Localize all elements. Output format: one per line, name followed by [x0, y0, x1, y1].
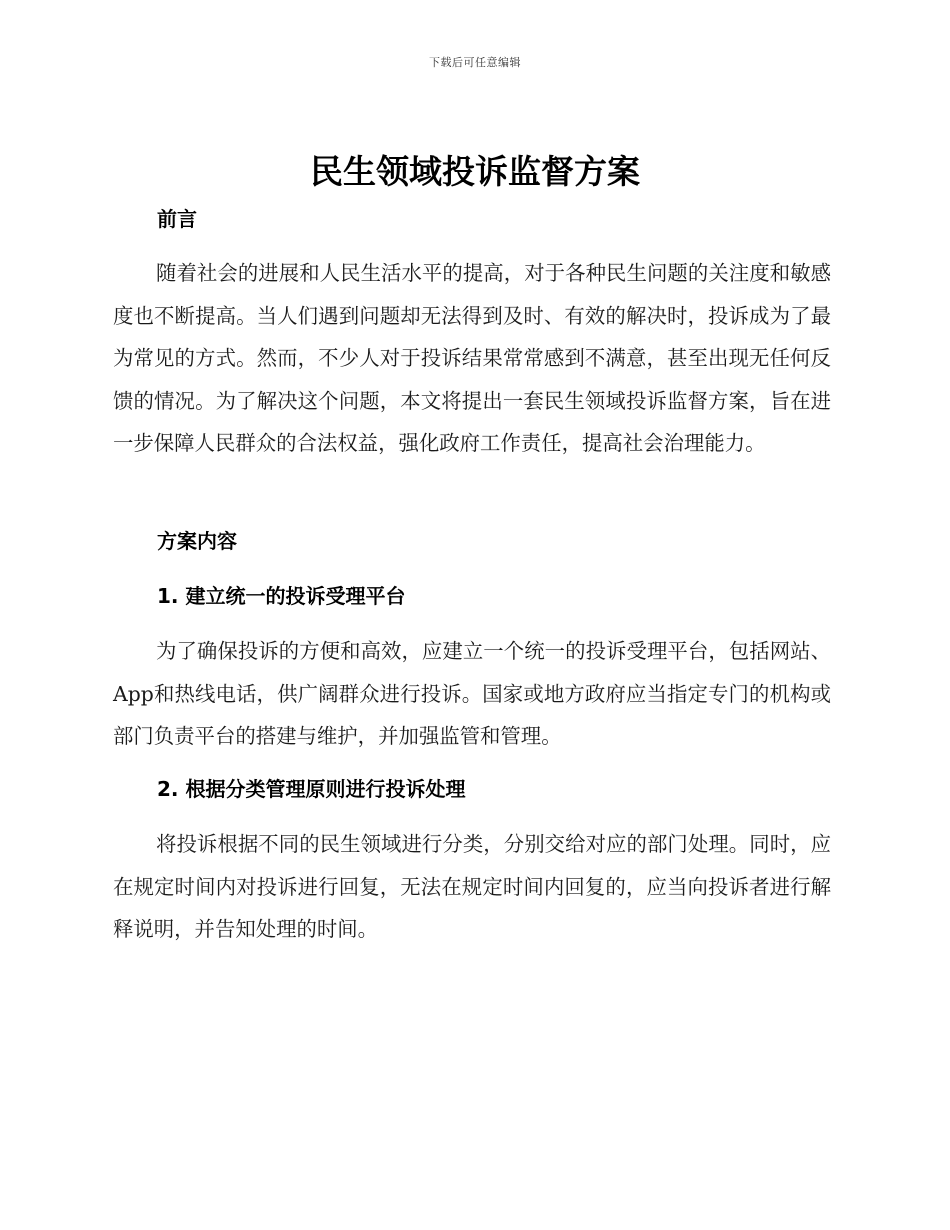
section-2-heading: 2. 根据分类管理原则进行投诉处理	[157, 777, 466, 801]
preface-paragraph: 随着社会的进展和人民生活水平的提高，对于各种民生问题的关注度和敏感度也不断提高。当人们遇到问题却无法得到及时、有效的解决时，投诉成为了最为常见的方式。然而，不少人对于投诉结果常常感到不满意，甚至出现无任何反馈的情况。为了解决这个问题，本文将提出一套民生领域投诉监督方案，旨在进一步保障人民群众的合法权益，强化政府工作责任，提高社会治理能力。	[113, 261, 831, 456]
section-2-paragraph: 将投诉根据不同的民生领域进行分类，分别交给对应的部门处理。同时，应在规定时间内对投诉进行回复，无法在规定时间内回复的，应当向投诉者进行解释说明，并告知处理的时间。	[113, 832, 831, 942]
content-heading: 方案内容	[157, 529, 237, 553]
document-title: 民生领域投诉监督方案	[310, 152, 640, 191]
section-1-heading: 1. 建立统一的投诉受理平台	[157, 584, 406, 608]
page-header-note: 下载后可任意编辑	[429, 56, 521, 69]
section-1-paragraph: 为了确保投诉的方便和高效，应建立一个统一的投诉受理平台，包括网站、App和热线电话，供广阔群众进行投诉。国家或地方政府应当指定专门的机构或部门负责平台的搭建与维护，并加强监管和管理。	[113, 639, 831, 749]
preface-heading: 前言	[157, 207, 197, 231]
